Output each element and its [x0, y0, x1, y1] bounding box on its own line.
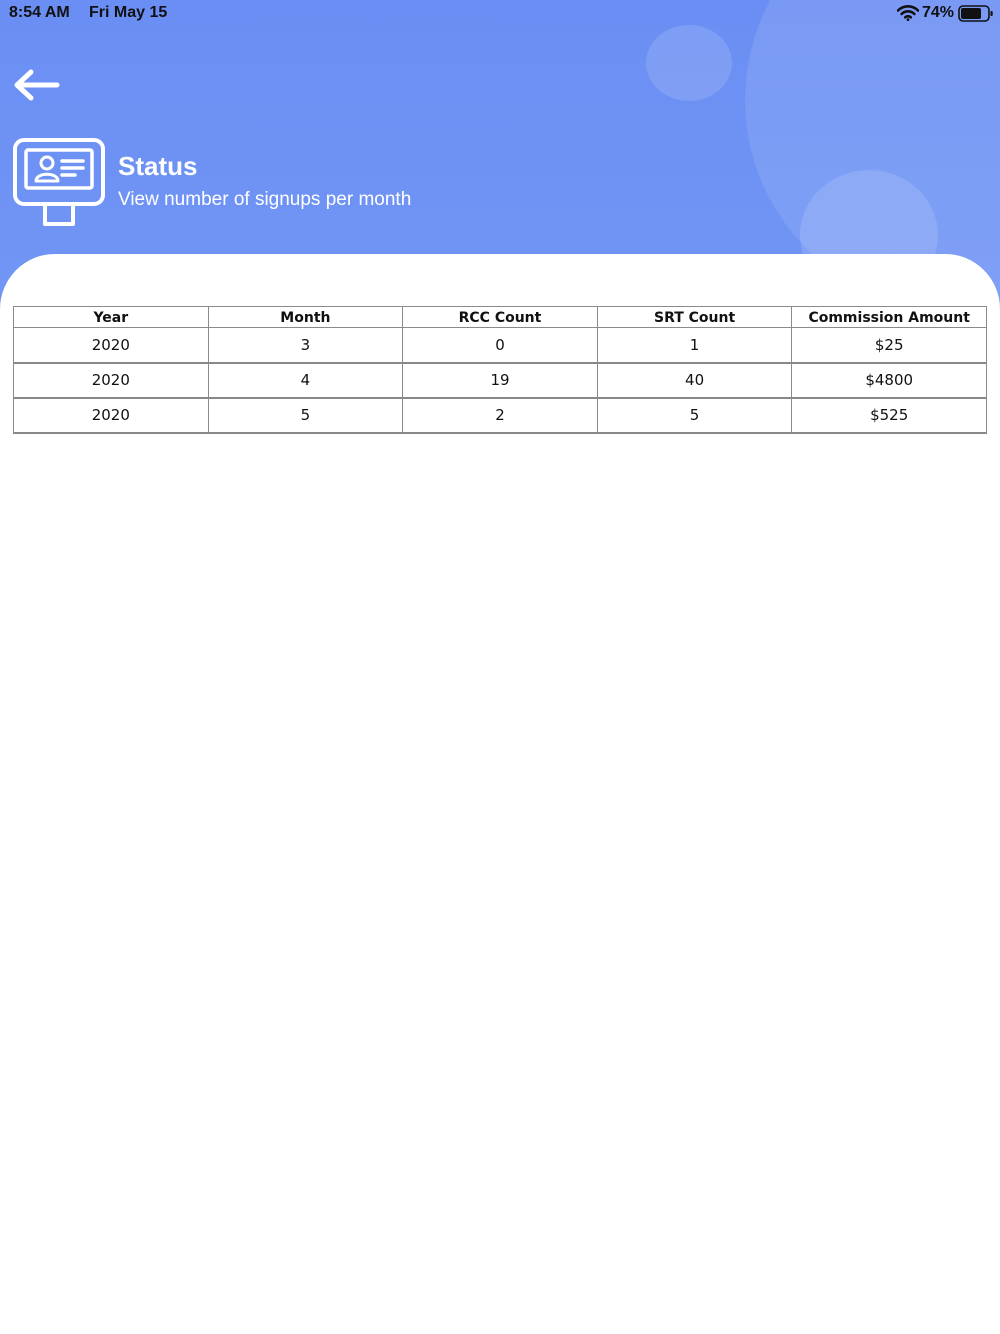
cell-year: 2020	[14, 398, 209, 433]
back-arrow-icon[interactable]	[11, 66, 63, 104]
cell-year: 2020	[14, 363, 209, 398]
monitor-contact-card-icon	[13, 138, 105, 228]
column-header-srt-count: SRT Count	[597, 307, 792, 328]
status-time: 8:54 AM	[9, 4, 70, 21]
column-header-year: Year	[14, 307, 209, 328]
cell-month: 4	[208, 363, 403, 398]
signups-table	[13, 306, 987, 434]
cell-rcc-count: 19	[403, 363, 598, 398]
cell-rcc-count: 2	[403, 398, 598, 433]
cell-commission-amount: $4800	[792, 363, 987, 398]
page-title: Status	[118, 151, 198, 181]
cell-commission-amount: $25	[792, 328, 987, 363]
table-row	[14, 363, 987, 398]
status-bar	[0, 0, 1000, 28]
table-row	[14, 328, 987, 363]
decorative-circle	[646, 25, 732, 101]
battery-percent: 74%	[922, 4, 955, 21]
cell-month: 5	[208, 398, 403, 433]
column-header-rcc-count: RCC Count	[403, 307, 598, 328]
status-date: Fri May 15	[89, 4, 168, 21]
cell-srt-count: 40	[597, 363, 792, 398]
page-subtitle: View number of signups per month	[118, 189, 412, 210]
cell-rcc-count: 0	[403, 328, 598, 363]
cell-year: 2020	[14, 328, 209, 363]
wifi-icon	[897, 5, 919, 21]
cell-month: 3	[208, 328, 403, 363]
cell-commission-amount: $525	[792, 398, 987, 433]
table-header-row	[14, 307, 987, 328]
table-row	[14, 398, 987, 433]
cell-srt-count: 5	[597, 398, 792, 433]
battery-icon	[958, 5, 994, 22]
cell-srt-count: 1	[597, 328, 792, 363]
column-header-commission-amount: Commission Amount	[792, 307, 987, 328]
column-header-month: Month	[208, 307, 403, 328]
